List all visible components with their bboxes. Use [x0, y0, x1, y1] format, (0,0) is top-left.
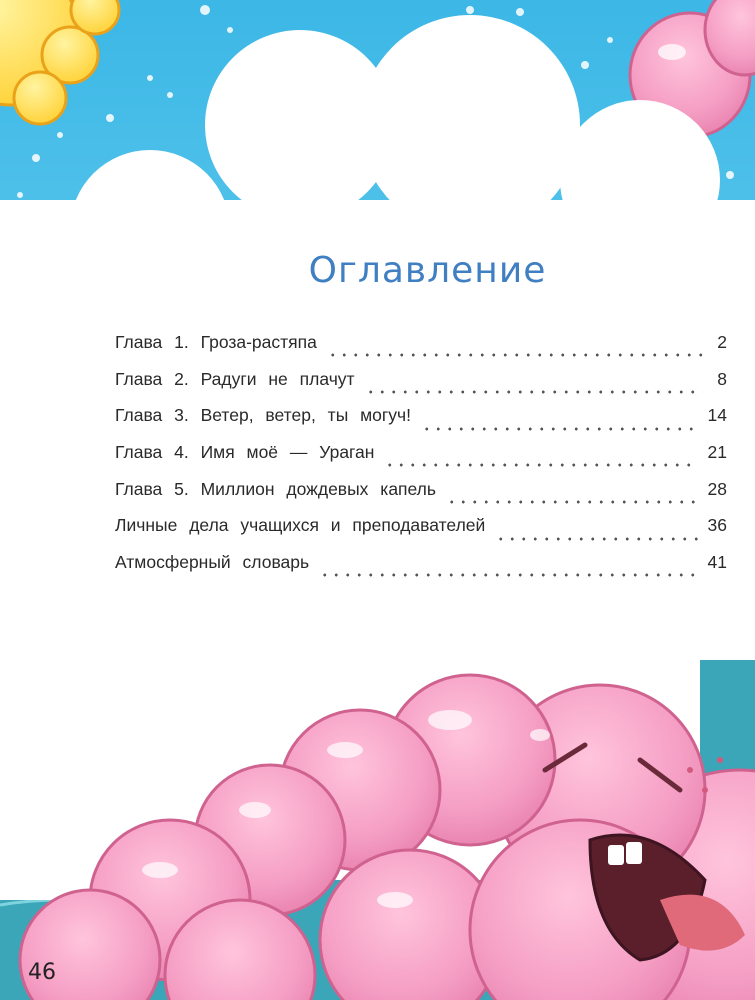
toc-entry-label: Глава 5. Миллион дождевых капель	[115, 478, 437, 499]
dot-leader	[384, 463, 697, 467]
toc-entry[interactable]	[115, 405, 727, 442]
page-number: 46	[28, 960, 56, 985]
toc-entry-label: Глава 3. Ветер, ветер, ты могуч!	[115, 405, 412, 426]
toc-entry-page: 8	[717, 368, 727, 389]
toc-entry-page: 2	[717, 332, 727, 352]
toc-entry[interactable]	[115, 442, 727, 479]
dot-leader	[327, 353, 703, 357]
toc-entry[interactable]	[115, 515, 727, 552]
dot-leader	[495, 537, 697, 541]
toc-entry-page: 21	[707, 442, 727, 463]
toc-entry[interactable]	[115, 332, 727, 369]
toc-entry[interactable]	[115, 552, 727, 589]
toc-entry-label: Глава 2. Радуги не плачут	[115, 368, 355, 389]
toc-entry-label: Личные дела учащихся и преподавателей	[115, 515, 486, 536]
toc-entry-page: 28	[707, 478, 727, 499]
page-title: Оглавление	[308, 250, 547, 291]
toc-entry[interactable]	[115, 369, 727, 406]
toc-entry-page: 14	[707, 405, 727, 426]
dot-leader	[446, 500, 698, 504]
toc-entry[interactable]	[115, 479, 727, 516]
toc-entry-label: Глава 4. Имя моё — Ураган	[115, 442, 375, 463]
dot-leader	[365, 390, 703, 394]
toc-entry-label: Атмосферный словарь	[115, 552, 310, 573]
toc-entry-label: Глава 1. Гроза-растяпа	[115, 332, 317, 352]
dot-leader	[421, 427, 698, 431]
dot-leader	[319, 573, 697, 577]
table-of-contents	[115, 332, 727, 589]
toc-entry-page: 41	[707, 552, 727, 573]
toc-entry-page: 36	[707, 515, 727, 536]
